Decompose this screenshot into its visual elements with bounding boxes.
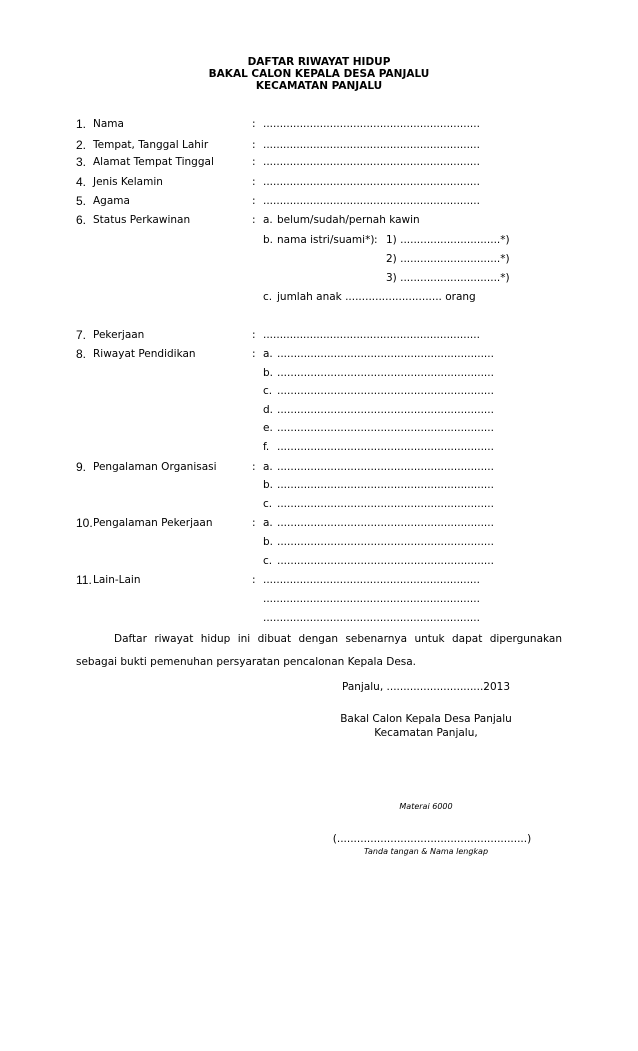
list-item bbox=[0, 366, 638, 380]
list-prefix: a. bbox=[263, 517, 273, 529]
list-blank[interactable]: ................................................................. bbox=[277, 441, 494, 453]
place-date[interactable]: Panjalu, .............................2013 bbox=[341, 681, 511, 693]
field-blank[interactable]: ................................................................. bbox=[263, 118, 480, 130]
field-colon: : bbox=[252, 574, 256, 586]
field-label: Riwayat Pendidikan bbox=[93, 348, 196, 360]
list-item bbox=[0, 535, 638, 549]
option-prefix: a. bbox=[263, 214, 273, 226]
list-prefix: b. bbox=[263, 479, 274, 491]
option-prefix: b. bbox=[263, 234, 274, 246]
field-label: Agama bbox=[93, 195, 130, 207]
list-prefix: f. bbox=[263, 441, 270, 453]
field-colon: : bbox=[252, 214, 256, 226]
field-colon: : bbox=[252, 461, 256, 473]
signature-name-line[interactable]: (.........................................................) bbox=[332, 833, 532, 845]
list-blank[interactable]: ................................................................. bbox=[277, 498, 494, 510]
field-blank[interactable]: ................................................................. bbox=[263, 612, 480, 624]
list-item bbox=[0, 384, 638, 398]
list-blank[interactable]: ................................................................. bbox=[277, 367, 494, 379]
list-blank[interactable]: ................................................................. bbox=[277, 517, 494, 529]
field-number: 10. bbox=[76, 516, 93, 530]
children-row bbox=[0, 290, 638, 304]
list-blank[interactable]: ................................................................. bbox=[277, 385, 494, 397]
signer-region: Kecamatan Panjalu, bbox=[374, 727, 478, 739]
field-colon: : bbox=[252, 176, 256, 188]
field-lain-lain-line bbox=[0, 611, 638, 625]
field-colon: : bbox=[252, 118, 256, 130]
list-prefix: d. bbox=[263, 404, 274, 416]
field-number: 6. bbox=[76, 213, 87, 227]
list-blank[interactable]: ................................................................. bbox=[277, 348, 494, 360]
field-lain-lain-line bbox=[0, 592, 638, 606]
field-jenis-kelamin bbox=[0, 175, 638, 189]
list-item bbox=[0, 554, 638, 568]
field-number: 2. bbox=[76, 138, 87, 152]
status-option-a[interactable]: belum/sudah/pernah kawin bbox=[277, 214, 420, 226]
field-number: 4. bbox=[76, 175, 87, 189]
spouse-blank[interactable]: 2) ..............................*) bbox=[386, 253, 510, 265]
field-pengalaman-pekerjaan bbox=[0, 516, 638, 530]
field-colon: : bbox=[252, 139, 256, 151]
field-blank[interactable]: ................................................................. bbox=[263, 139, 480, 151]
spouse-row bbox=[0, 252, 638, 266]
field-pendidikan bbox=[0, 347, 638, 361]
field-colon: : bbox=[252, 156, 256, 168]
field-label: Pengalaman Pekerjaan bbox=[93, 517, 213, 529]
list-blank[interactable]: ................................................................. bbox=[277, 555, 494, 567]
field-number: 5. bbox=[76, 194, 87, 208]
spouse-row bbox=[0, 233, 638, 247]
field-colon: : bbox=[252, 348, 256, 360]
list-blank[interactable]: ................................................................. bbox=[277, 404, 494, 416]
list-prefix: c. bbox=[263, 498, 273, 510]
signature-caption: Tanda tangan & Nama lengkap bbox=[363, 847, 489, 856]
list-blank[interactable]: ................................................................. bbox=[277, 461, 494, 473]
field-label: Pengalaman Organisasi bbox=[93, 461, 217, 473]
list-item bbox=[0, 440, 638, 454]
field-label: Pekerjaan bbox=[93, 329, 145, 341]
list-prefix: c. bbox=[263, 555, 273, 567]
field-number: 9. bbox=[76, 460, 87, 474]
field-label: Nama bbox=[93, 118, 124, 130]
doc-subtitle-2: KECAMATAN PANJALU bbox=[255, 80, 383, 92]
field-ttl bbox=[0, 138, 638, 152]
doc-subtitle: BAKAL CALON KEPALA DESA PANJALU bbox=[208, 68, 430, 80]
list-prefix: a. bbox=[263, 461, 273, 473]
field-blank[interactable]: ................................................................. bbox=[263, 176, 480, 188]
statement-paragraph: Daftar riwayat hidup ini dibuat dengan sebenarnya untuk dapat dipergunakan sebagai bukti pemenuhan persyaratan pencalonan Kepala Desa. bbox=[76, 633, 562, 668]
option-prefix: c. bbox=[263, 291, 273, 303]
field-number: 3. bbox=[76, 155, 87, 169]
stamp-label: Materai 6000 bbox=[399, 802, 453, 811]
field-blank[interactable]: ................................................................. bbox=[263, 574, 480, 586]
doc-title: DAFTAR RIWAYAT HIDUP bbox=[247, 56, 391, 68]
field-number: 8. bbox=[76, 347, 87, 361]
list-prefix: a. bbox=[263, 348, 273, 360]
list-item bbox=[0, 497, 638, 511]
children-blank[interactable]: jumlah anak ............................. orang bbox=[277, 291, 476, 303]
field-number: 11. bbox=[76, 573, 92, 587]
field-blank[interactable]: ................................................................. bbox=[263, 195, 480, 207]
field-label: Lain-Lain bbox=[93, 574, 141, 586]
list-blank[interactable]: ................................................................. bbox=[277, 479, 494, 491]
field-pekerjaan bbox=[0, 328, 638, 342]
field-number: 7. bbox=[76, 328, 87, 342]
list-blank[interactable]: ................................................................. bbox=[277, 536, 494, 548]
field-colon: : bbox=[252, 517, 256, 529]
list-item bbox=[0, 421, 638, 435]
field-label: Status Perkawinan bbox=[93, 214, 191, 226]
field-nama bbox=[0, 117, 638, 131]
field-blank[interactable]: ................................................................. bbox=[263, 156, 480, 168]
list-item bbox=[0, 478, 638, 492]
field-colon: : bbox=[252, 195, 256, 207]
spouse-row bbox=[0, 271, 638, 285]
field-alamat bbox=[0, 155, 638, 169]
list-prefix: b. bbox=[263, 536, 274, 548]
field-agama bbox=[0, 194, 638, 208]
field-blank[interactable]: ................................................................. bbox=[263, 329, 480, 341]
spouse-blank[interactable]: 3) ..............................*) bbox=[386, 272, 510, 284]
spouse-blank[interactable]: 1) ..............................*) bbox=[386, 234, 510, 246]
spouse-label: nama istri/suami*) bbox=[277, 234, 375, 246]
field-status-perkawinan bbox=[0, 213, 638, 227]
field-number: 1. bbox=[76, 117, 87, 131]
list-item bbox=[0, 403, 638, 417]
field-lain-lain bbox=[0, 573, 638, 587]
field-label: Jenis Kelamin bbox=[93, 176, 163, 188]
list-prefix: e. bbox=[263, 422, 273, 434]
field-label: Alamat Tempat Tinggal bbox=[93, 156, 214, 168]
signer-role: Bakal Calon Kepala Desa Panjalu bbox=[340, 713, 512, 725]
field-colon: : bbox=[252, 329, 256, 341]
list-prefix: c. bbox=[263, 385, 273, 397]
list-prefix: b. bbox=[263, 367, 274, 379]
spouse-colon: : bbox=[374, 234, 378, 246]
list-blank[interactable]: ................................................................. bbox=[277, 422, 494, 434]
field-blank[interactable]: ................................................................. bbox=[263, 593, 480, 605]
field-label: Tempat, Tanggal Lahir bbox=[93, 139, 209, 151]
field-organisasi bbox=[0, 460, 638, 474]
